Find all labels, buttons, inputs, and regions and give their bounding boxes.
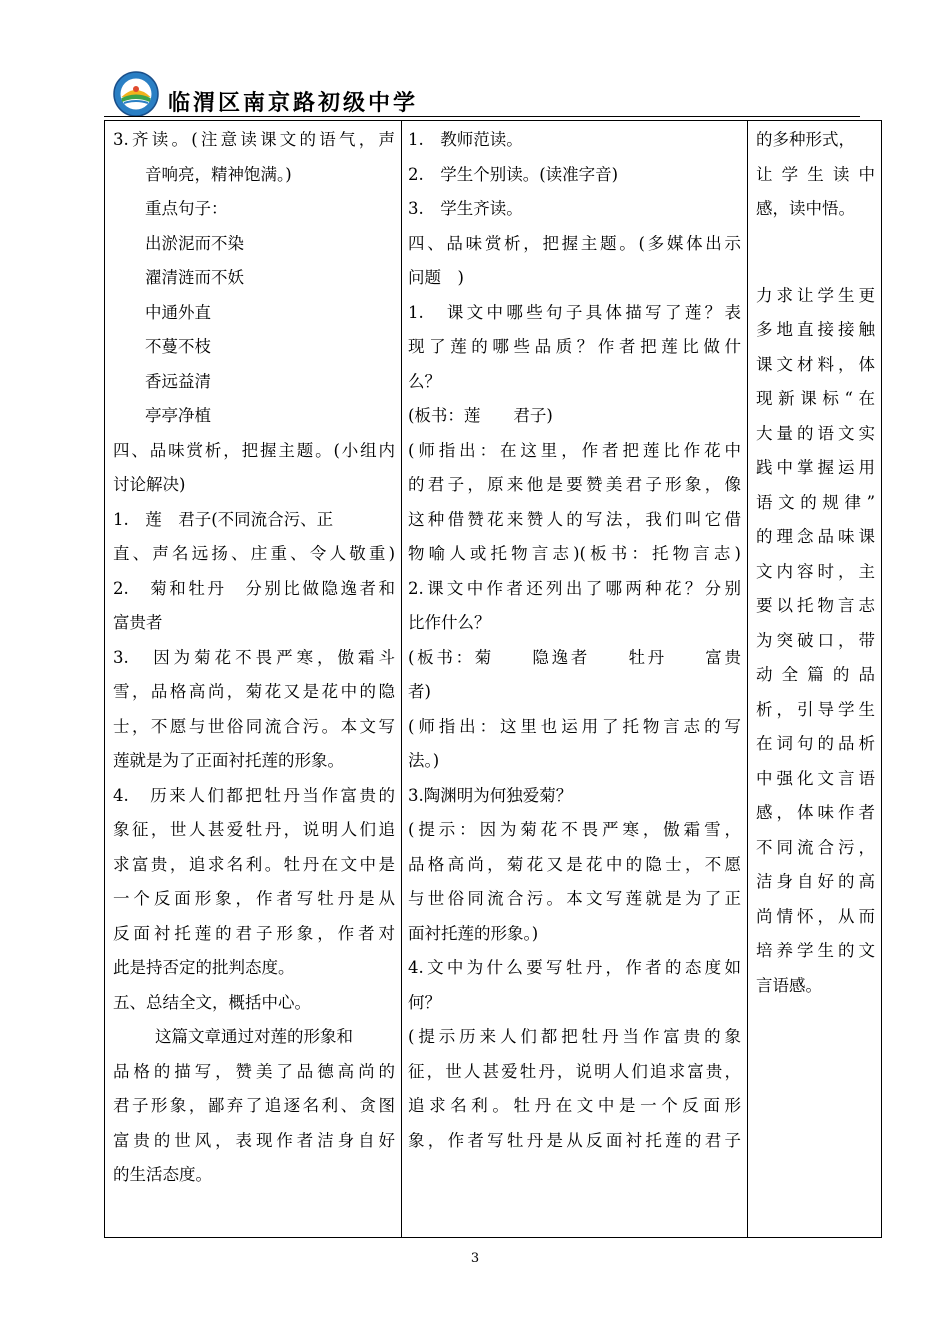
text-line: 践中掌握运用 bbox=[756, 458, 875, 477]
school-name: 临渭区南京路初级中学 bbox=[168, 91, 419, 116]
text-line: (师指出：在这里，作者把莲比作花中 bbox=[408, 440, 741, 460]
text-line: 象征，世人甚爱牡丹，说明人们追 bbox=[113, 820, 395, 839]
student-activity-column bbox=[105, 121, 402, 1238]
text-line: 雪，品格高尚，菊花又是花中的隐 bbox=[113, 682, 395, 701]
text-line: 莲就是为了正面衬托莲的形象。 bbox=[113, 751, 344, 770]
text-line: 让学生读中 bbox=[756, 164, 875, 184]
text-line: 这种借赞花来赞人的写法，我们叫它借 bbox=[408, 509, 741, 529]
text-line: 中强化文言语 bbox=[756, 768, 875, 788]
text-line: 现新课标“在 bbox=[756, 389, 875, 408]
text-line: 追求名利。牡丹在文中是一个反面形 bbox=[408, 1096, 741, 1115]
text-line: 直、声名远扬、庄重、令人敬重) bbox=[113, 544, 395, 563]
text-line: 1. 教师范读。 bbox=[408, 130, 523, 149]
text-line: 的多种形式， bbox=[756, 130, 855, 149]
text-line: 重点句子： bbox=[145, 199, 228, 218]
text-line: 征，世人甚爱牡丹，说明人们追求富贵， bbox=[408, 1061, 741, 1081]
text-line: 动全篇的品 bbox=[756, 665, 875, 684]
text-line: 面衬托莲的形象。) bbox=[408, 923, 539, 943]
text-line: 士，不愿与世俗同流合污。本文写 bbox=[113, 716, 395, 736]
page-number: 3 bbox=[470, 1251, 480, 1266]
page-header bbox=[110, 68, 860, 118]
text-line: 3. 学生齐读。 bbox=[408, 199, 523, 218]
text-line: 与世俗同流合污。本文写莲就是为了正 bbox=[408, 889, 741, 908]
text-line: 出淤泥而不染 bbox=[145, 233, 244, 253]
text-line: 五、总结全文，概括中心。 bbox=[113, 992, 311, 1012]
text-line: 1. 莲 君子(不同流合污、正 bbox=[113, 509, 334, 529]
text-line: 这篇文章通过对莲的形象和 bbox=[155, 1027, 353, 1046]
text-line: (提示历来人们都把牡丹当作富贵的象 bbox=[408, 1027, 741, 1046]
teacher-activity-column bbox=[402, 121, 748, 1238]
text-line: 君子形象，鄙弃了追逐名利、贪图 bbox=[113, 1096, 395, 1115]
text-line: 4. 历来人们都把牡丹当作富贵的 bbox=[113, 785, 395, 805]
text-line: 中通外直 bbox=[145, 302, 211, 322]
text-line: 品格高尚，菊花又是花中的隐士，不愿 bbox=[408, 854, 741, 874]
text-line: 的生活态度。 bbox=[113, 1165, 212, 1184]
header-rule bbox=[104, 116, 860, 117]
text-line: 讨论解决) bbox=[113, 475, 186, 494]
text-line: 感，体味作者 bbox=[756, 803, 875, 822]
text-line: 四、品味赏析，把握主题。(多媒体出示 bbox=[408, 233, 741, 253]
lesson-plan-table bbox=[104, 120, 882, 1238]
text-line: 大量的语文实 bbox=[756, 423, 875, 443]
text-line: 2.课文中作者还列出了哪两种花？分别 bbox=[408, 578, 741, 598]
text-line: 2. 学生个别读。(读准字音) bbox=[408, 164, 619, 184]
text-line: 要以托物言志 bbox=[756, 596, 875, 615]
text-line: 濯清涟而不妖 bbox=[145, 268, 244, 287]
text-line: 为突破口，带 bbox=[756, 630, 875, 650]
text-line: 么？ bbox=[408, 371, 441, 391]
text-line: 者) bbox=[408, 682, 431, 701]
text-line: 文内容时，主 bbox=[756, 561, 875, 581]
text-line: 富贵的世风，表现作者洁身自好 bbox=[113, 1130, 395, 1150]
text-line: 洁身自好的高 bbox=[756, 872, 875, 891]
text-line: (板书：莲 君子) bbox=[408, 406, 553, 425]
text-line: 品格的描写，赞美了品德高尚的 bbox=[113, 1061, 395, 1081]
text-line: 在词句的品析 bbox=[756, 734, 875, 753]
school-emblem-icon bbox=[112, 70, 160, 118]
text-line: 四、品味赏析，把握主题。(小组内 bbox=[113, 440, 395, 460]
text-line: (提示：因为菊花不畏严寒，傲霜雪， bbox=[408, 820, 741, 839]
text-line: 3.齐读。(注意读课文的语气，声 bbox=[113, 130, 395, 149]
text-line: 3. 因为菊花不畏严寒，傲霜斗 bbox=[113, 647, 395, 667]
text-line: 的君子，原来他是要赞美君子形象，像 bbox=[408, 475, 741, 494]
text-line: 言语感。 bbox=[756, 975, 822, 995]
text-line: 富贵者 bbox=[113, 613, 163, 632]
text-line: 此是持否定的批判态度。 bbox=[113, 958, 295, 977]
text-line: 何？ bbox=[408, 992, 441, 1012]
text-line: 反面衬托莲的君子形象，作者对 bbox=[113, 923, 395, 943]
text-line: 尚情怀，从而 bbox=[756, 906, 875, 926]
text-line: 一个反面形象，作者写牡丹是从 bbox=[113, 889, 395, 908]
text-line: 的理念品味课 bbox=[756, 527, 875, 546]
text-line: 香远益清 bbox=[145, 371, 211, 391]
text-line: 感，读中悟。 bbox=[756, 199, 855, 218]
text-line: 亭亭净植 bbox=[145, 406, 211, 425]
spacer bbox=[756, 227, 875, 279]
text-line: 2. 菊和牡丹 分别比做隐逸者和 bbox=[113, 578, 395, 598]
text-line: 1. 课文中哪些句子具体描写了莲？表 bbox=[408, 302, 741, 322]
text-line: 比作什么？ bbox=[408, 613, 491, 632]
text-line: 不同流合污， bbox=[756, 837, 875, 857]
text-line: 3.陶渊明为何独爱菊？ bbox=[408, 785, 573, 805]
text-line: 析，引导学生 bbox=[756, 699, 875, 719]
text-line: (板书：菊 隐逸者 牡丹 富贵 bbox=[408, 647, 741, 667]
text-line: 问题 ) bbox=[408, 268, 464, 287]
text-line: (师指出：这里也运用了托物言志的写 bbox=[408, 716, 741, 736]
text-line: 多地直接接触 bbox=[756, 320, 875, 339]
text-line: 求富贵，追求名利。牡丹在文中是 bbox=[113, 854, 395, 874]
text-line: 现了莲的哪些品质？作者把莲比做什 bbox=[408, 337, 741, 356]
text-line: 培养学生的文 bbox=[756, 941, 875, 960]
design-intent-column bbox=[748, 121, 882, 1238]
text-line: 不蔓不枝 bbox=[145, 337, 211, 356]
text-line: 课文材料，体 bbox=[756, 354, 875, 374]
text-line: 法。) bbox=[408, 751, 440, 770]
text-line: 物喻人或托物言志)(板书：托物言志) bbox=[408, 544, 741, 563]
text-line: 4.文中为什么要写牡丹，作者的态度如 bbox=[408, 958, 741, 977]
text-line: 音响亮，精神饱满。) bbox=[145, 164, 292, 184]
text-line: 象，作者写牡丹是从反面衬托莲的君子 bbox=[408, 1130, 741, 1150]
text-line: 力求让学生更 bbox=[756, 285, 875, 305]
text-line: 语文的规律” bbox=[756, 492, 875, 512]
